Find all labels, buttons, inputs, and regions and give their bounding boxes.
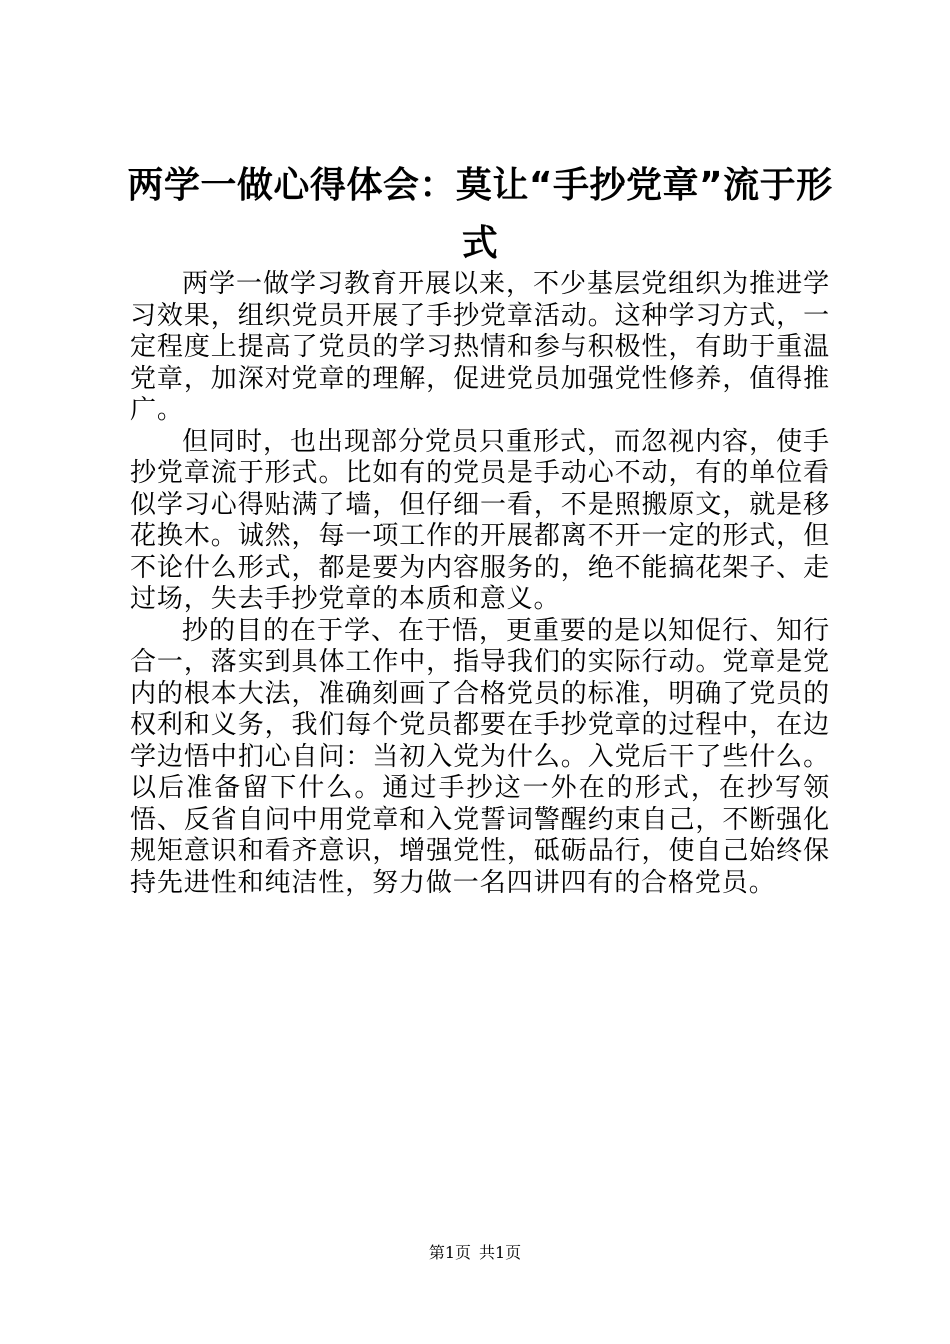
document-body [130,269,830,899]
paragraph-3: 抄的目的在于学、在于悟，更重要的是以知促行、知行合一，落实到具体工作中，指导我们的实际行动。党章是党内的根本大法，准确刻画了合格党员的标准，明确了党员的权利和义务，我们每个党员都要在手抄党章的过程中，在边学边悟中扪心自问：当初入党为什么。入党后干了些什么。以后准备留下什么。通过手抄这一外在的形式，在抄写领悟、反省自问中用党章和入党誓词警醒约束自己，不断强化规矩意识和看齐意识，增强党性，砥砺品行，使自己始终保持先进性和纯洁性，努力做一名四讲四有的合格党员。 [130,615,830,898]
page-total: 共1页 [479,1243,522,1262]
page-footer [0,1241,950,1265]
page-number: 第1页 [428,1243,471,1262]
paragraph-2: 但同时，也出现部分党员只重形式，而忽视内容，使手抄党章流于形式。比如有的党员是手动心不动，有的单位看似学习心得贴满了墙，但仔细一看，不是照搬原文，就是移花换木。诚然，每一项工作的开展都离不开一定的形式，但不论什么形式，都是要为内容服务的，绝不能搞花架子、走过场，失去手抄党章的本质和意义。 [130,426,830,614]
document-title: 两学一做心得体会：莫让“手抄党章”流于形式 [127,165,833,264]
paragraph-1: 两学一做学习教育开展以来，不少基层党组织为推进学习效果，组织党员开展了手抄党章活动。这种学习方式，一定程度上提高了党员的学习热情和参与积极性，有助于重温党章，加深对党章的理解，促进党员加强党性修养，值得推广。 [130,269,830,425]
